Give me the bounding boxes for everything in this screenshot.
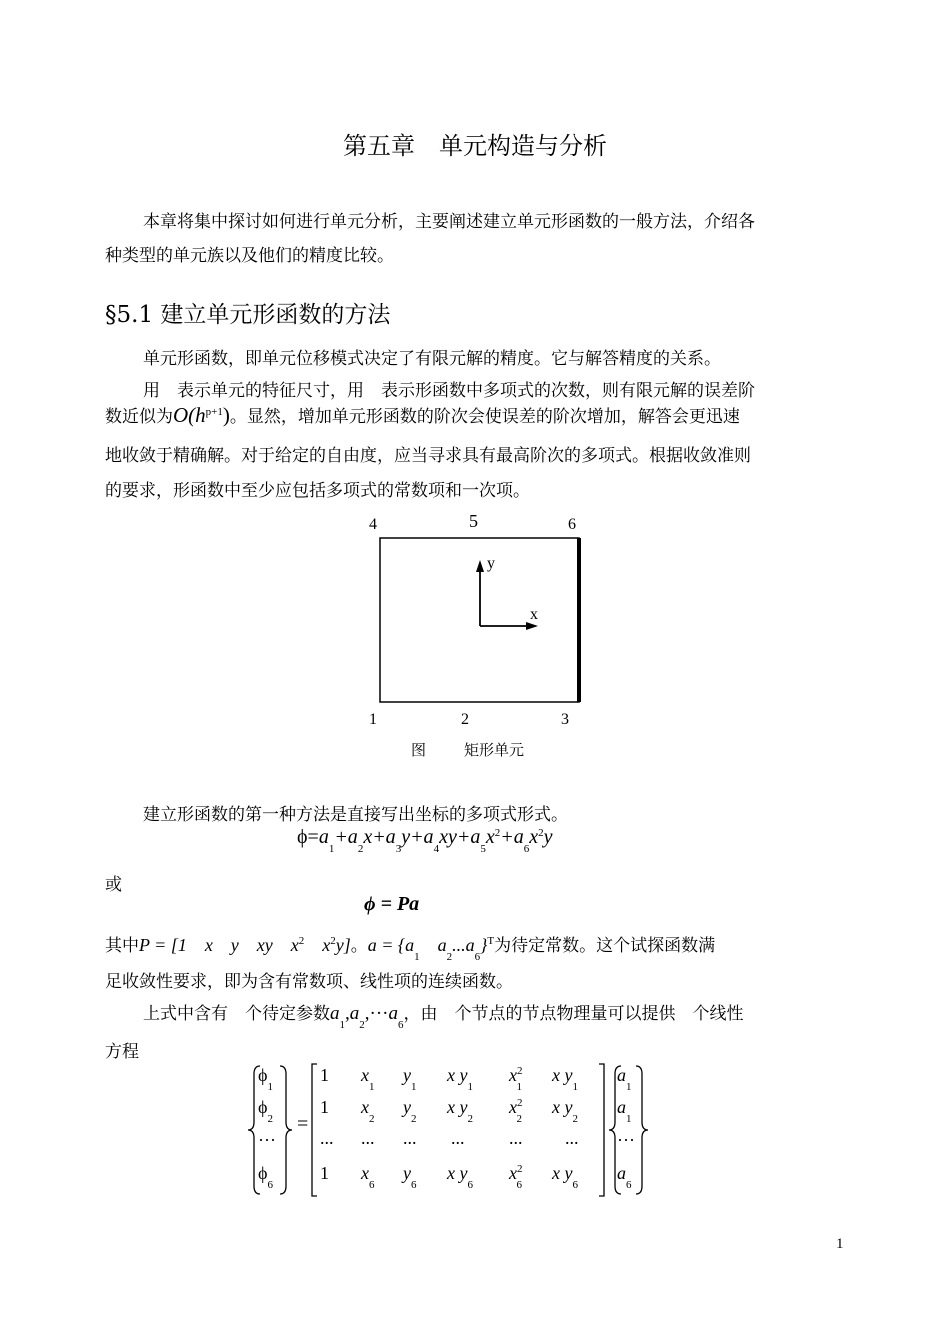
p4-prefix: 其中 bbox=[105, 936, 139, 956]
node-label-6: 6 bbox=[568, 516, 576, 533]
rhs-a-2: $a_1$ bbox=[617, 1097, 632, 1125]
cell: 1 bbox=[320, 1065, 329, 1085]
cell: $x^2_2$ bbox=[509, 1097, 523, 1125]
node-label-5: 5 bbox=[469, 511, 478, 531]
lhs-phi-6: $\phi_6$ bbox=[258, 1163, 273, 1191]
cell: x $y_2$ bbox=[552, 1097, 578, 1125]
cell: 1 bbox=[320, 1163, 329, 1183]
paragraph-5-line-2: 方程 bbox=[105, 1042, 139, 1062]
paragraph-3: 建立形函数的第一种方法是直接写出坐标的多项式形式。 bbox=[143, 805, 568, 825]
page-number: 1 bbox=[836, 1236, 844, 1252]
paragraph-2-line-4: 的要求，形函数中至少应包括多项式的常数项和一次项。 bbox=[105, 481, 530, 501]
cell: x $y_1$ bbox=[447, 1065, 473, 1093]
cell: $x_6$ bbox=[361, 1163, 375, 1191]
paragraph-2-line-2 bbox=[105, 402, 740, 428]
cell: $x^2_6$ bbox=[509, 1163, 523, 1191]
cell: ... bbox=[565, 1128, 579, 1148]
cell: ... bbox=[451, 1128, 465, 1148]
cell: $y_1$ bbox=[403, 1065, 417, 1093]
lhs-phi-1: $\phi_1$ bbox=[258, 1065, 273, 1093]
node-label-3: 3 bbox=[561, 711, 569, 728]
paragraph-2-line-1: 用 表示单元的特征尺寸，用 表示形函数中多项式的次数，则有限元解的误差阶 bbox=[143, 381, 755, 401]
node-label-2: 2 bbox=[461, 711, 469, 728]
intro-line-1: 本章将集中探讨如何进行单元分析，主要阐述建立单元形函数的一般方法，介绍各 bbox=[143, 212, 755, 232]
y-arrow-icon bbox=[476, 560, 484, 572]
p4-post: 为待定常数。这个试探函数满 bbox=[494, 936, 716, 956]
cell: x $y_6$ bbox=[447, 1163, 473, 1191]
cell: ... bbox=[320, 1128, 334, 1148]
polynomial-equation: $\phi=a_1+a_2x+a_3y+a_4xy+a_5x^2+a_6x^2y$ bbox=[297, 826, 553, 855]
node-label-4: 4 bbox=[369, 516, 377, 533]
cell: $x_2$ bbox=[361, 1097, 375, 1125]
paragraph-4-line-1: 其中P = [1 x y xy $x^2$ $x^2y$]。$a = \{a_1$ $a_2...a_6\}^T$为待定常数。这个试探函数满 bbox=[105, 935, 716, 963]
y-axis-label: y bbox=[487, 555, 495, 572]
cell: x $y_6$ bbox=[552, 1163, 578, 1191]
a-definition: $a = \{a_1$ $a_2...a_6\}^T$ bbox=[367, 935, 495, 963]
matrix-equals-sign: = bbox=[297, 1113, 309, 1135]
cell: x $y_2$ bbox=[447, 1097, 473, 1125]
paragraph-4-line-2: 足收敛性要求，即为含有常数项、线性项的连续函数。 bbox=[105, 972, 513, 992]
cell: $y_2$ bbox=[403, 1097, 417, 1125]
cell: $x^2_1$ bbox=[509, 1065, 523, 1093]
cell: $y_6$ bbox=[403, 1163, 417, 1191]
x-axis-label: x bbox=[530, 606, 538, 623]
param-list: $a_1,a_2,\cdot\cdot\cdot a_6$ bbox=[330, 1003, 404, 1031]
lhs-ellipsis: ··· bbox=[258, 1130, 276, 1150]
or-word: 或 bbox=[105, 875, 122, 895]
cell: ... bbox=[509, 1128, 523, 1148]
figure-caption-title: 矩形单元 bbox=[464, 741, 525, 759]
paragraph-2-line-3: 地收敛于精确解。对于给定的自由度，应当寻求具有最高阶次的多项式。根据收敛准则 bbox=[105, 446, 751, 466]
matrix-form-equation: ϕ = Pa bbox=[364, 893, 420, 915]
p2-text-post: 。显然，增加单元形函数的阶次会使误差的阶次增加，解答会更迅速 bbox=[229, 407, 740, 427]
cell: ... bbox=[361, 1128, 375, 1148]
chapter-title: 第五章 单元构造与分析 bbox=[343, 132, 607, 160]
paragraph-1: 单元形函数，即单元位移模式决定了有限元解的精度。它与解答精度的关系。 bbox=[143, 349, 721, 369]
p2-text-pre: 数近似为 bbox=[105, 407, 173, 427]
rhs-a-6: $a_6$ bbox=[617, 1163, 632, 1191]
rhs-a-1: $a_1$ bbox=[617, 1065, 632, 1093]
figure-caption-label: 图 bbox=[411, 741, 427, 759]
section-heading: §5.1 建立单元形函数的方法 bbox=[105, 302, 391, 328]
cell: 1 bbox=[320, 1097, 329, 1117]
cell: $x_1$ bbox=[361, 1065, 375, 1093]
intro-line-2: 种类型的单元族以及他们的精度比较。 bbox=[105, 246, 394, 266]
paragraph-5-line-1: 上式中含有 个待定参数$a_1,a_2,\cdot\cdot\cdot a_6$，由 个节点的节点物理量可以提供 个线性 bbox=[143, 1003, 744, 1031]
lhs-phi-2: $\phi_2$ bbox=[258, 1097, 273, 1125]
cell: ... bbox=[403, 1128, 417, 1148]
P-definition: P = [1 x y xy $x^2$ $x^2y$] bbox=[139, 935, 351, 955]
rhs-ellipsis: ··· bbox=[617, 1130, 635, 1150]
error-order-formula: $O(h^{p+1})$ bbox=[173, 403, 230, 427]
node-label-1: 1 bbox=[369, 711, 377, 728]
cell: x $y_1$ bbox=[552, 1065, 578, 1093]
